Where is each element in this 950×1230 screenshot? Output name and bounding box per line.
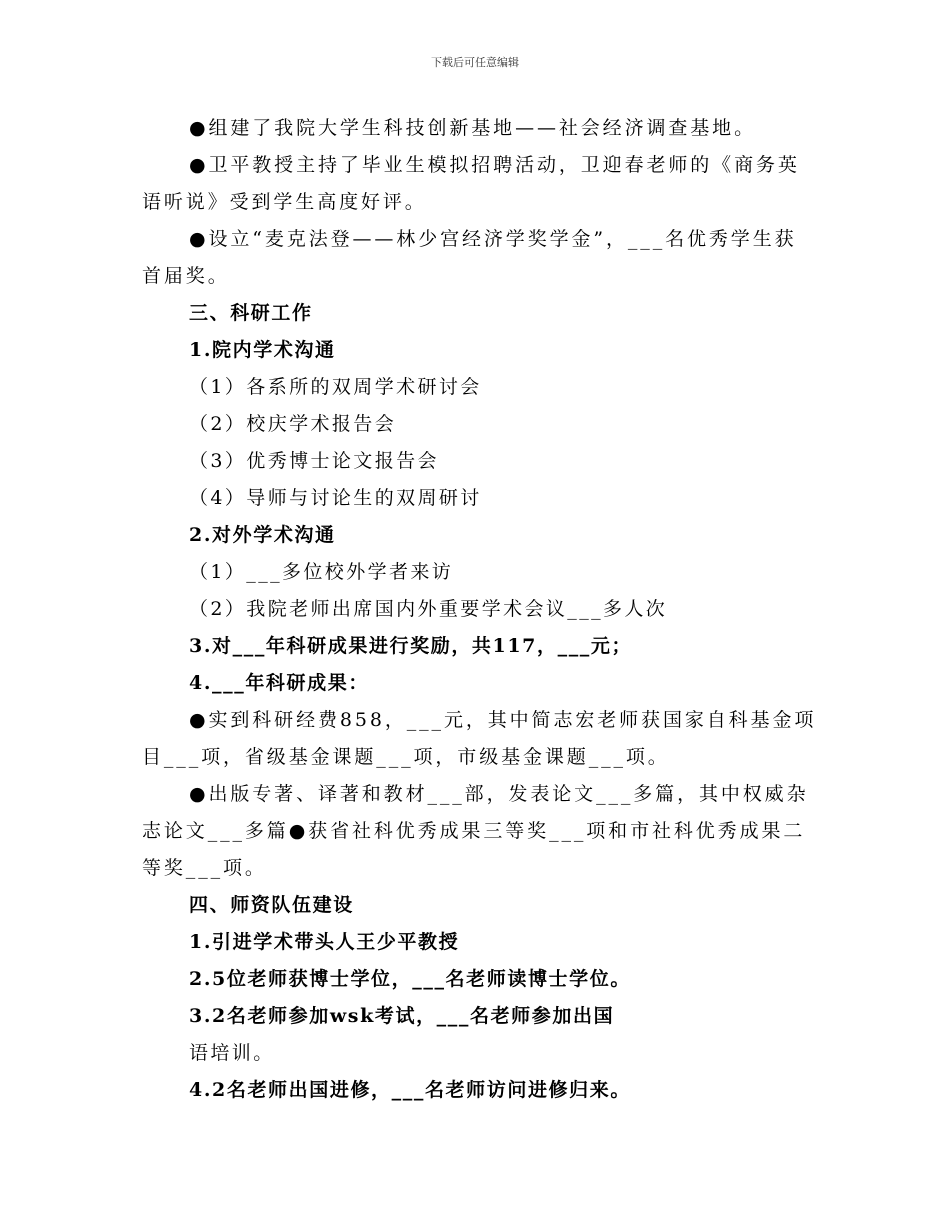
paragraph-line: 语培训。: [189, 1042, 275, 1064]
paragraph-line: 语听说》受到学生高度好评。: [142, 191, 427, 213]
subsection-heading: 2.5位老师获博士学位，___名老师读博士学位。: [189, 968, 631, 990]
paragraph-line: ●卫平教授主持了毕业生模拟招聘活动，卫迎春老师的《商务英: [189, 154, 800, 176]
paragraph-line: 目___项，省级基金课题___项，市级基金课题___项。: [142, 746, 670, 768]
subsection-heading: 1.引进学术带头人王少平教授: [189, 931, 460, 953]
paragraph-line: ●组建了我院大学生科技创新基地——社会经济调查基地。: [189, 117, 756, 139]
list-item: （1）各系所的双周学术研讨会: [189, 376, 482, 398]
list-item: （2）校庆学术报告会: [189, 413, 397, 435]
section-heading: 三、科研工作: [189, 302, 313, 324]
paragraph-line: 等奖___项。: [142, 857, 267, 879]
paragraph-line: ●设立“麦克法登——林少宫经济学奖学金”，___名优秀学生获: [189, 228, 797, 250]
subsection-heading: 2.对外学术沟通: [189, 524, 336, 546]
list-item: （3）优秀博士论文报告会: [189, 450, 439, 472]
section-heading: 四、师资队伍建设: [189, 894, 354, 916]
list-item: （4）导师与讨论生的双周研讨: [189, 487, 482, 509]
page-header-note: 下载后可任意编辑: [431, 56, 519, 69]
subsection-heading: 1.院内学术沟通: [189, 339, 336, 361]
document-body: [142, 110, 817, 1109]
paragraph-line: ●出版专著、译著和教材___部，发表论文___多篇，其中权威杂: [189, 783, 809, 805]
paragraph-line: 志论文___多篇●获省社科优秀成果三等奖___项和市社科优秀成果二: [142, 820, 806, 842]
paragraph-line: 首届奖。: [142, 265, 230, 287]
list-item: （2）我院老师出席国内外重要学术会议___多人次: [189, 598, 668, 620]
subsection-heading: 4.___年科研成果：: [189, 672, 369, 694]
subsection-heading: 3.2名老师参加wsk考试，___名老师参加出国: [189, 1005, 615, 1027]
paragraph-line: ●实到科研经费858，___元，其中简志宏老师获国家自科基金项: [189, 709, 817, 731]
list-item: （1）___多位校外学者来访: [189, 561, 454, 583]
subsection-heading: 3.对___年科研成果进行奖励，共117，___元；: [189, 635, 633, 657]
subsection-heading: 4.2名老师出国进修，___名老师访问进修归来。: [189, 1079, 631, 1101]
